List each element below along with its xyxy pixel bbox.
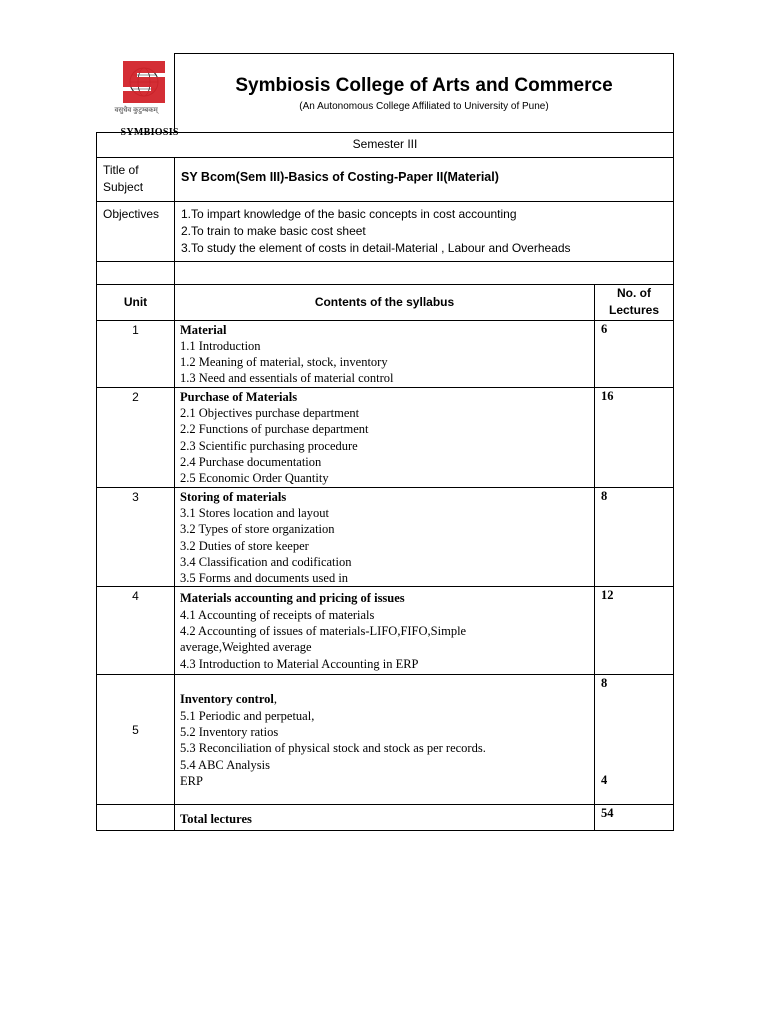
lecture-count: 6 [595, 320, 674, 387]
objectives-label: Objectives [97, 201, 175, 261]
list-item: 1.3 Need and essentials of material control [180, 371, 394, 386]
subject-title: SY Bcom(Sem III)-Basics of Costing-Paper II(Material) [175, 157, 674, 201]
total-label: Total lectures [175, 805, 595, 831]
logo-cell [97, 54, 179, 138]
list-item: 1.2 Meaning of material, stock, inventory [180, 355, 388, 370]
list-item: 2.2 Functions of purchase department [180, 422, 369, 437]
unit-content [175, 320, 595, 387]
lecture-count: 16 [595, 387, 674, 487]
list-item: 1.1 Introduction [180, 338, 261, 353]
list-item: 2.5 Economic Order Quantity [180, 471, 329, 486]
list-item: 3.2 Duties of store keeper [180, 538, 309, 553]
subject-label: Title of Subject [97, 157, 175, 201]
unit-number: 4 [97, 587, 175, 675]
column-header-row [97, 284, 674, 320]
unit-number: 2 [97, 387, 175, 487]
list-item: 3.2 Types of store organization [180, 522, 335, 537]
list-item: 5.3 Reconciliation of physical stock and stock as per records. [180, 741, 486, 756]
table-row [97, 675, 674, 805]
table-row [97, 387, 674, 487]
objectives-row [97, 201, 674, 261]
objective-item: 1.To impart knowledge of the basic concepts in cost accounting [181, 206, 517, 221]
blank-cell [175, 261, 674, 284]
college-affiliation: (An Autonomous College Affiliated to University of Pune) [299, 101, 549, 112]
lectures-header: No. of Lectures [595, 284, 674, 320]
unit-number: 1 [97, 320, 175, 387]
unit-title-suffix: , [273, 692, 277, 707]
logo-tagline: वसुधैव कुटुम्बकम् [114, 105, 158, 114]
objective-item: 2.To train to make basic cost sheet [181, 223, 366, 238]
list-item: 4.2 Accounting of issues of materials-LIFO,FIFO,Simple average,Weighted average [180, 624, 467, 655]
total-blank [97, 805, 175, 831]
subject-row [97, 157, 674, 201]
lecture-count-secondary: 4 [601, 773, 608, 788]
unit-content [175, 487, 595, 587]
lecture-count: 8 [601, 676, 608, 691]
unit-title: Purchase of Materials [180, 389, 298, 404]
lecture-count: 12 [595, 587, 674, 675]
unit-content [175, 587, 595, 675]
list-item: 2.1 Objectives purchase department [180, 405, 360, 420]
symbiosis-s-icon [111, 59, 177, 107]
list-item: 4.1 Accounting of receipts of materials [180, 607, 375, 622]
table-row [97, 487, 674, 587]
list-item: 3.1 Stores location and layout [180, 505, 329, 520]
syllabus-sheet [96, 53, 672, 831]
total-value: 54 [595, 805, 674, 831]
list-item: 5.2 Inventory ratios [180, 725, 279, 740]
unit-title: Materials accounting and pricing of issues [180, 591, 405, 606]
contents-header: Contents of the syllabus [175, 284, 595, 320]
list-item: 2.4 Purchase documentation [180, 454, 322, 469]
list-item: 4.3 Introduction to Material Accounting in ERP [180, 656, 419, 671]
list-item: 2.3 Scientific purchasing procedure [180, 438, 358, 453]
lecture-count: 8 [595, 487, 674, 587]
lecture-count-cell [595, 675, 674, 805]
semester-label: Semester III [97, 132, 674, 157]
list-item: 3.4 Classification and codification [180, 554, 352, 569]
college-logo [111, 59, 179, 138]
unit-title: Material [180, 322, 227, 337]
blank-row [97, 261, 674, 284]
unit-number: 3 [97, 487, 175, 587]
objective-item: 3.To study the element of costs in detail-Material , Labour and Overheads [181, 240, 571, 255]
table-row [97, 320, 674, 387]
syllabus-table [96, 53, 674, 831]
blank-cell [97, 261, 175, 284]
list-item: ERP [180, 773, 203, 788]
unit-title: Storing of materials [180, 489, 287, 504]
unit-title: Inventory control [180, 692, 274, 707]
unit-content [175, 387, 595, 487]
logo-wordmark: SYMBIOSIS [120, 126, 179, 138]
list-item: 3.5 Forms and documents used in [180, 571, 349, 586]
table-row [97, 587, 674, 675]
unit-content [175, 675, 595, 805]
semester-row [97, 132, 674, 157]
header-row [97, 54, 674, 133]
list-item: 5.1 Periodic and perpetual, [180, 708, 315, 723]
college-name: Symbiosis College of Arts and Commerce [235, 75, 613, 96]
unit-header: Unit [97, 284, 175, 320]
college-title-cell [175, 54, 674, 133]
unit-number: 5 [97, 675, 175, 805]
total-row [97, 805, 674, 831]
unit-title-line [180, 691, 589, 707]
list-item: 5.4 ABC Analysis [180, 757, 270, 772]
objectives-list [175, 201, 674, 261]
